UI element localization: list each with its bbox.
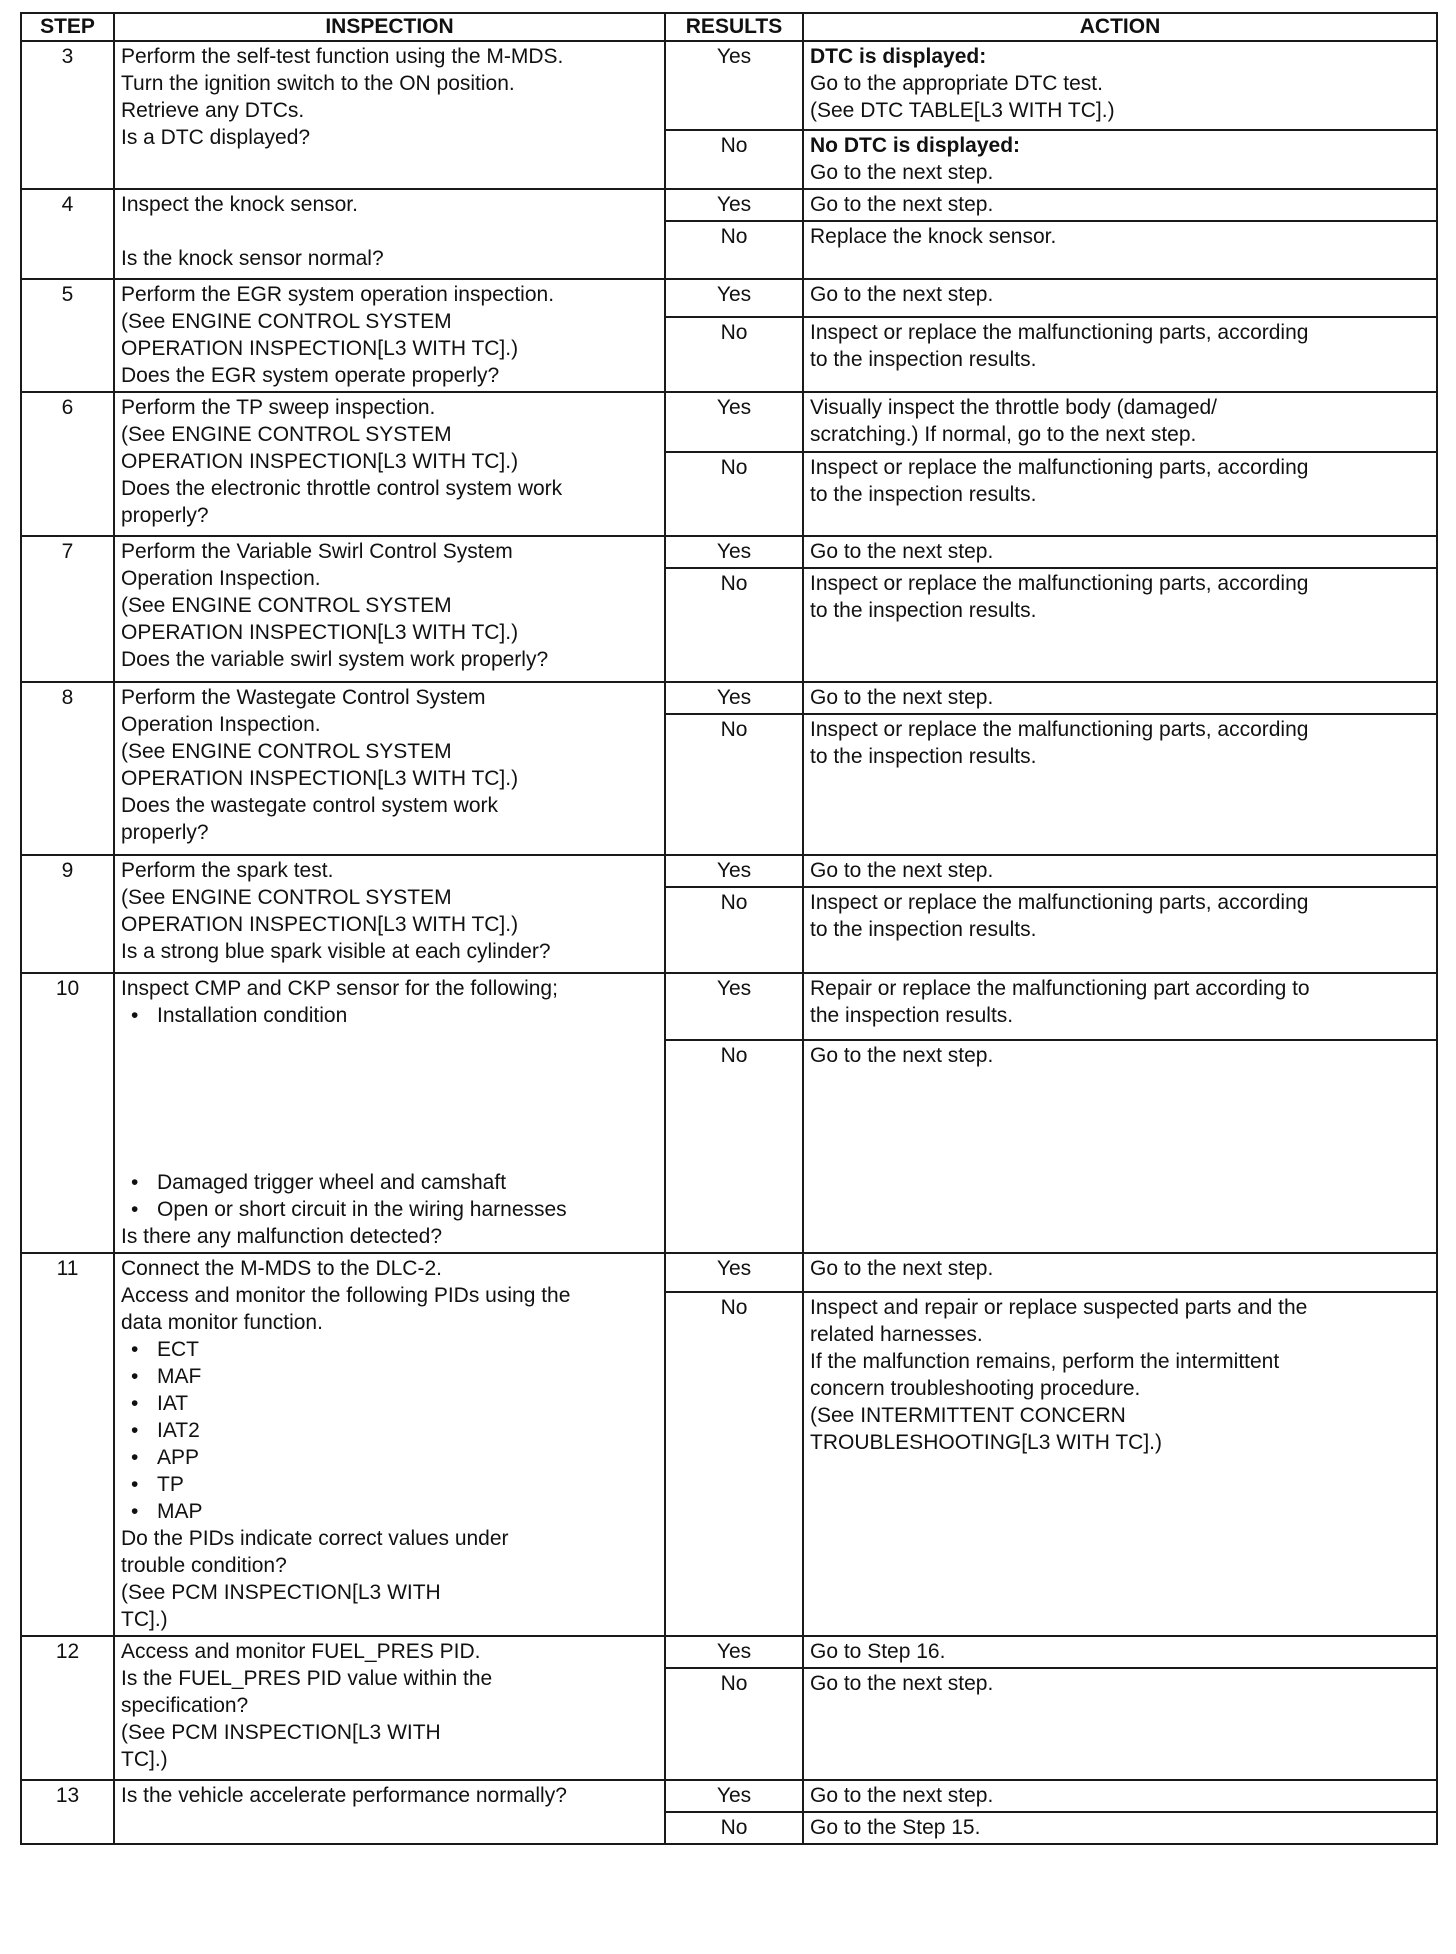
inspection-cell	[114, 682, 665, 855]
action-line: to the inspection results.	[810, 918, 1037, 941]
result-yes: Yes	[665, 682, 803, 714]
pid-bullet: • ECT	[121, 1336, 658, 1363]
step-number: 9	[21, 855, 114, 973]
inspection-line: Perform the self-test function using the M-MDS.	[121, 45, 564, 68]
pid-bullet: • IAT2	[121, 1417, 658, 1444]
action-line: Inspect or replace the malfunctioning parts, according	[810, 718, 1309, 741]
action-line: Go to the next step.	[810, 1043, 994, 1067]
action-line: Inspect or replace the malfunctioning parts, according	[810, 456, 1309, 479]
action-no-cell	[803, 714, 1437, 855]
step-row-7	[21, 536, 1437, 568]
action-no-cell	[803, 887, 1437, 973]
action-yes-cell	[803, 1636, 1437, 1668]
step-row-13	[21, 1780, 1437, 1812]
inspection-bullet: • Damaged trigger wheel and camshaft	[121, 1169, 658, 1196]
action-no-cell	[803, 221, 1437, 279]
action-no-cell	[803, 1040, 1437, 1253]
action-line: to the inspection results.	[810, 745, 1037, 768]
action-yes-cell	[803, 1253, 1437, 1292]
result-no: No	[665, 714, 803, 855]
inspection-line: OPERATION INSPECTION[L3 WITH TC].)	[121, 621, 519, 644]
inspection-line: (See ENGINE CONTROL SYSTEM	[121, 740, 452, 763]
inspection-line: Perform the Variable Swirl Control System	[121, 540, 513, 563]
inspection-cell	[114, 392, 665, 536]
pid-bullet: • APP	[121, 1444, 658, 1471]
inspection-question: Is there any malfunction detected?	[121, 1225, 443, 1248]
step-number: 5	[21, 279, 114, 392]
diagnostic-procedure-sheet	[20, 12, 1436, 1845]
inspection-bullet: • Open or short circuit in the wiring harnesses	[121, 1196, 658, 1223]
result-no: No	[665, 887, 803, 973]
inspection-question: Does the variable swirl system work properly?	[121, 648, 549, 671]
inspection-line: (See ENGINE CONTROL SYSTEM	[121, 594, 452, 617]
action-line: Go to the next step.	[810, 1257, 994, 1280]
inspection-line: Operation Inspection.	[121, 567, 321, 590]
inspection-question: properly?	[121, 504, 209, 527]
action-line: Go to the next step.	[810, 859, 994, 882]
inspection-cell	[114, 1636, 665, 1780]
step-row-8	[21, 682, 1437, 714]
inspection-line: Perform the spark test.	[121, 859, 334, 882]
header-results: RESULTS	[665, 13, 803, 41]
inspection-line: Connect the M-MDS to the DLC-2.	[121, 1257, 442, 1280]
inspection-cell	[114, 1780, 665, 1844]
inspection-line: Perform the Wastegate Control System	[121, 686, 486, 709]
action-yes-cell	[803, 279, 1437, 317]
inspection-question: trouble condition?	[121, 1554, 287, 1577]
action-yes-cell	[803, 536, 1437, 568]
inspection-question: Do the PIDs indicate correct values under	[121, 1527, 509, 1550]
action-line: scratching.) If normal, go to the next step.	[810, 423, 1197, 446]
action-yes-cell	[803, 189, 1437, 221]
inspection-question: Does the EGR system operate properly?	[121, 364, 500, 387]
action-heading: No DTC is displayed:	[810, 134, 1021, 157]
action-line: to the inspection results.	[810, 599, 1037, 622]
action-line: Go to the appropriate DTC test.	[810, 72, 1103, 95]
inspection-reference: (See PCM INSPECTION[L3 WITH	[121, 1581, 441, 1604]
step-row-3	[21, 41, 1437, 130]
result-yes: Yes	[665, 392, 803, 452]
result-no: No	[665, 1812, 803, 1844]
inspection-reference: (See PCM INSPECTION[L3 WITH	[121, 1721, 441, 1744]
inspection-line: (See ENGINE CONTROL SYSTEM	[121, 886, 452, 909]
step-number: 4	[21, 189, 114, 279]
action-yes-cell	[803, 973, 1437, 1040]
diagnostic-table	[20, 12, 1438, 1845]
action-yes-cell	[803, 41, 1437, 130]
result-no: No	[665, 1040, 803, 1253]
header-row	[21, 13, 1437, 41]
inspection-cell	[114, 973, 665, 1253]
inspection-line: Access and monitor FUEL_PRES PID.	[121, 1640, 481, 1663]
action-no-cell	[803, 1292, 1437, 1636]
pid-bullet: • IAT	[121, 1390, 658, 1417]
header-step: STEP	[21, 13, 114, 41]
action-line: Repair or replace the malfunctioning part according to	[810, 977, 1310, 1000]
inspection-question: properly?	[121, 821, 209, 844]
inspection-line: Retrieve any DTCs.	[121, 99, 305, 122]
action-line: Inspect or replace the malfunctioning parts, according	[810, 572, 1309, 595]
header-action: ACTION	[803, 13, 1437, 41]
inspection-line: (See ENGINE CONTROL SYSTEM	[121, 310, 452, 333]
action-yes-cell	[803, 1780, 1437, 1812]
action-line: Go to the Step 15.	[810, 1816, 981, 1839]
inspection-cell	[114, 1253, 665, 1636]
inspection-line: OPERATION INSPECTION[L3 WITH TC].)	[121, 450, 519, 473]
inspection-line: Inspect CMP and CKP sensor for the following;	[121, 977, 558, 1000]
action-line: concern troubleshooting procedure.	[810, 1376, 1141, 1400]
inspection-reference: TC].)	[121, 1748, 168, 1771]
action-line: to the inspection results.	[810, 483, 1037, 506]
inspection-line: Perform the EGR system operation inspection.	[121, 283, 555, 306]
inspection-question: Is a DTC displayed?	[121, 126, 311, 149]
result-yes: Yes	[665, 279, 803, 317]
action-line: TROUBLESHOOTING[L3 WITH TC].)	[810, 1430, 1162, 1454]
step-row-12	[21, 1636, 1437, 1668]
pid-bullet: • MAP	[121, 1498, 658, 1525]
result-yes: Yes	[665, 1636, 803, 1668]
pid-bullet: • MAF	[121, 1363, 658, 1390]
inspection-line: Perform the TP sweep inspection.	[121, 396, 436, 419]
step-number: 12	[21, 1636, 114, 1780]
inspection-question: specification?	[121, 1694, 249, 1717]
action-yes-cell	[803, 855, 1437, 887]
header-inspection: INSPECTION	[114, 13, 665, 41]
result-no: No	[665, 317, 803, 392]
inspection-line: Operation Inspection.	[121, 713, 321, 736]
action-line: Inspect or replace the malfunctioning parts, according	[810, 891, 1309, 914]
step-number: 10	[21, 973, 114, 1253]
action-no-cell	[803, 1668, 1437, 1780]
action-line: Replace the knock sensor.	[810, 225, 1057, 248]
step-number: 6	[21, 392, 114, 536]
result-yes: Yes	[665, 855, 803, 887]
result-no: No	[665, 1292, 803, 1636]
inspection-cell	[114, 536, 665, 682]
result-yes: Yes	[665, 41, 803, 130]
action-line: Inspect and repair or replace suspected parts and the	[810, 1295, 1308, 1319]
inspection-question: Does the wastegate control system work	[121, 794, 498, 817]
step-number: 13	[21, 1780, 114, 1844]
result-yes: Yes	[665, 189, 803, 221]
inspection-cell	[114, 855, 665, 973]
action-yes-cell	[803, 392, 1437, 452]
action-line: the inspection results.	[810, 1004, 1014, 1027]
inspection-cell	[114, 279, 665, 392]
action-no-cell	[803, 130, 1437, 189]
inspection-reference: TC].)	[121, 1608, 168, 1631]
inspection-line: OPERATION INSPECTION[L3 WITH TC].)	[121, 913, 519, 936]
inspection-cell	[114, 189, 665, 279]
step-row-11	[21, 1253, 1437, 1292]
action-line: Go to the next step.	[810, 540, 994, 563]
result-yes: Yes	[665, 973, 803, 1040]
result-yes: Yes	[665, 1780, 803, 1812]
action-line: Go to the next step.	[810, 1784, 994, 1807]
inspection-question: Is the knock sensor normal?	[121, 247, 384, 270]
inspection-question: Does the electronic throttle control system work	[121, 477, 563, 500]
inspection-line: OPERATION INSPECTION[L3 WITH TC].)	[121, 767, 519, 790]
step-row-5	[21, 279, 1437, 317]
action-line: Go to the next step.	[810, 193, 994, 216]
action-line: to the inspection results.	[810, 348, 1037, 372]
inspection-bullet: • Installation condition	[121, 1002, 658, 1029]
action-line: Visually inspect the throttle body (damaged/	[810, 396, 1218, 419]
pid-bullet: • TP	[121, 1471, 658, 1498]
action-line: (See DTC TABLE[L3 WITH TC].)	[810, 99, 1115, 122]
inspection-line: Inspect the knock sensor.	[121, 193, 358, 216]
action-line: (See INTERMITTENT CONCERN	[810, 1403, 1126, 1427]
result-yes: Yes	[665, 1253, 803, 1292]
inspection-line: Turn the ignition switch to the ON position.	[121, 72, 515, 95]
action-line: If the malfunction remains, perform the intermittent	[810, 1349, 1280, 1373]
step-row-4	[21, 189, 1437, 221]
inspection-line: OPERATION INSPECTION[L3 WITH TC].)	[121, 337, 519, 360]
result-no: No	[665, 130, 803, 189]
step-number: 11	[21, 1253, 114, 1636]
action-line: Inspect or replace the malfunctioning parts, according	[810, 321, 1309, 345]
action-no-cell	[803, 452, 1437, 536]
action-line: Go to the next step.	[810, 686, 994, 709]
action-no-cell	[803, 1812, 1437, 1844]
action-line: Go to the next step.	[810, 161, 994, 184]
action-line: Go to the next step.	[810, 283, 994, 306]
result-no: No	[665, 1668, 803, 1780]
inspection-line: Access and monitor the following PIDs using the	[121, 1284, 571, 1307]
action-no-cell	[803, 317, 1437, 392]
inspection-line: data monitor function.	[121, 1311, 323, 1334]
action-heading: DTC is displayed:	[810, 45, 987, 68]
inspection-cell	[114, 41, 665, 189]
inspection-question: Is the vehicle accelerate performance normally?	[121, 1784, 567, 1807]
inspection-question: Is a strong blue spark visible at each cylinder?	[121, 940, 551, 963]
step-row-9	[21, 855, 1437, 887]
inspection-line: (See ENGINE CONTROL SYSTEM	[121, 423, 452, 446]
action-no-cell	[803, 568, 1437, 682]
action-yes-cell	[803, 682, 1437, 714]
result-no: No	[665, 568, 803, 682]
step-row-10	[21, 973, 1437, 1040]
action-line: Go to Step 16.	[810, 1640, 946, 1663]
step-number: 8	[21, 682, 114, 855]
result-yes: Yes	[665, 536, 803, 568]
step-number: 7	[21, 536, 114, 682]
step-row-6	[21, 392, 1437, 452]
result-no: No	[665, 452, 803, 536]
action-line: Go to the next step.	[810, 1672, 994, 1695]
result-no: No	[665, 221, 803, 279]
action-line: related harnesses.	[810, 1322, 983, 1346]
step-number: 3	[21, 41, 114, 189]
inspection-question: Is the FUEL_PRES PID value within the	[121, 1667, 493, 1690]
